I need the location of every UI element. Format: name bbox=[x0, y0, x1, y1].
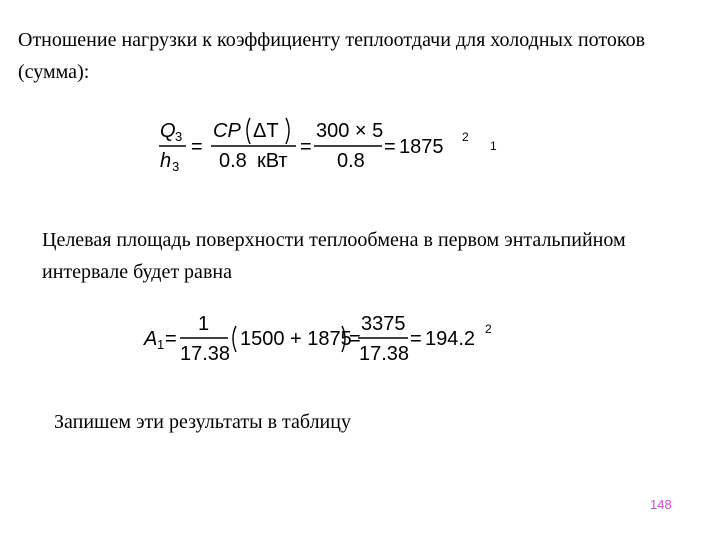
paragraph-table-intro: Запишем эти результаты в таблицу bbox=[54, 411, 351, 433]
eq1-superscript: 2 bbox=[462, 130, 469, 144]
eq1-result: 1875 bbox=[399, 136, 444, 158]
eq1-frac2-num-b: ΔT bbox=[253, 120, 279, 142]
eq2-equals-2: = bbox=[349, 328, 361, 350]
eq1-lhs-den-sub: 3 bbox=[172, 159, 180, 174]
eq2-left-paren bbox=[233, 326, 236, 352]
eq2-frac2-num: 3375 bbox=[361, 313, 406, 335]
eq1-frac3-den: 0.8 bbox=[337, 150, 365, 172]
eq1-lhs-num: Q bbox=[160, 120, 176, 142]
eq1-frac2-den-b: кВт bbox=[257, 150, 288, 172]
eq2-frac2-den: 17.38 bbox=[359, 343, 410, 365]
eq2-result: 194.2 bbox=[425, 328, 476, 350]
eq1-equals-1: = bbox=[191, 136, 203, 158]
eq2-equals-3: = bbox=[410, 328, 422, 350]
eq2-equals-1: = bbox=[165, 328, 177, 350]
eq1-frac2-den-a: 0.8 bbox=[219, 150, 247, 172]
paragraph-target-area: Целевая площадь поверхности теплообмена в первом энтальпийном интервале будет равна bbox=[42, 229, 626, 283]
eq1-lhs-den: h bbox=[160, 150, 172, 172]
eq2-superscript: 2 bbox=[485, 322, 492, 336]
eq1-trailing: 1 bbox=[490, 139, 497, 153]
eq1-frac2-num-a: CP bbox=[213, 120, 241, 142]
heading-text: Отношение нагрузки к коэффициенту теплоотдачи для холодных потоков (сумма): bbox=[18, 29, 646, 83]
page-number: 148 bbox=[650, 497, 672, 512]
eq2-frac1-num: 1 bbox=[198, 313, 210, 335]
eq2-frac1-den: 17.38 bbox=[180, 343, 231, 365]
eq1-equals-2: = bbox=[300, 136, 312, 158]
eq1-frac3-num: 300 × 5 bbox=[316, 120, 384, 142]
eq1-lhs-num-sub: 3 bbox=[175, 129, 183, 144]
eq2-lhs: A bbox=[144, 328, 158, 350]
eq2-paren-content: 1500 + 1875 bbox=[240, 328, 352, 350]
eq1-equals-3: = bbox=[384, 136, 396, 158]
eq2-lhs-sub: 1 bbox=[157, 337, 165, 352]
